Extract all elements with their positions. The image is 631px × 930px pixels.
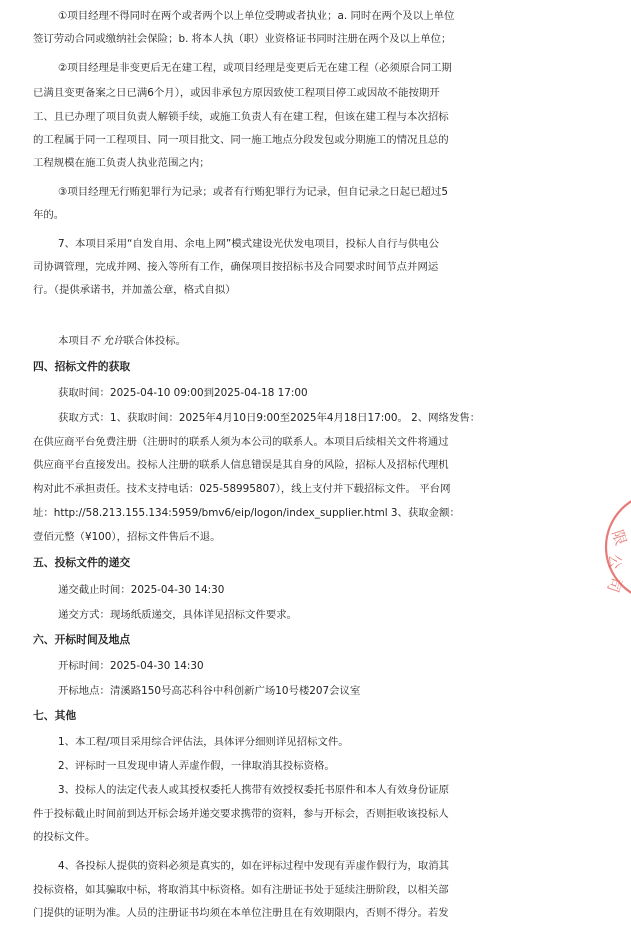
paragraph-line: 3、投标人的法定代表人或其授权委托人携带有效授权委托书原件和本人有效身份证原 <box>58 784 450 796</box>
paragraph-line: 获取方式：1、获取时间：2025年4月10日9:00至2025年4月18日17:00。 2、网络发售： <box>58 412 481 424</box>
seal-char: 限 <box>608 527 630 548</box>
paragraph-line: ②项目经理是非变更后无在建工程，或项目经理是变更后无在建工程（必须原合同工期 <box>58 62 452 74</box>
joint-bid-suffix: 联合体投标。 <box>123 335 186 347</box>
paragraph-line: 行。（提供承诺书，并加盖公章，格式自拟） <box>33 284 236 296</box>
joint-bid-prefix: 本项目 <box>58 335 90 347</box>
paragraph-line: 工程规模在施工负责人执业范围之内； <box>33 157 210 169</box>
seal-char: 公 <box>606 554 624 570</box>
section-heading-6: 六、开标时间及地点 <box>33 633 131 646</box>
paragraph-line: 签订劳动合同或缴纳社会保险；b. 将本人执（职）业资格证书同时注册在两个及以上单位； <box>33 33 452 45</box>
paragraph-line: 获取时间：2025-04-10 09:00到2025-04-18 17:00 <box>58 387 308 399</box>
paragraph-line: 递交方式：现场纸质递交，具体详见招标文件要求。 <box>58 609 297 621</box>
paragraph-line: 4、各投标人提供的资料必须是真实的，如在评标过程中发现有弄虚作假行为，取消其 <box>58 860 450 872</box>
paragraph-line: 壹佰元整（¥100），招标文件售后不退。 <box>33 531 221 543</box>
section-heading-7: 七、其他 <box>33 709 77 722</box>
paragraph-line: 投标资格，如其骗取中标，将取消其中标资格。如有注册证书处于延续注册阶段，以相关部 <box>33 884 449 896</box>
paragraph-line: 构对此不承担责任。技术支持电话：025-58995807），线上支付并下载招标文件。 平台网 <box>33 483 451 495</box>
paragraph-line: 工、且已办理了项目负责人解锁手续，或施工负责人有在建工程，但该在建工程与本次招标 <box>33 111 449 123</box>
paragraph-line: 的投标文件。 <box>33 831 96 843</box>
paragraph-line: 供应商平台直接发出。投标人注册的联系人信息错误是其自身的风险，招标人及招标代理机 <box>33 459 449 471</box>
paragraph-line: 递交截止时间：2025-04-30 14:30 <box>58 584 225 596</box>
section-heading-5: 五、投标文件的递交 <box>33 556 131 569</box>
paragraph-line: 司协调管理，完成并网、接入等所有工作，确保项目按招标书及合同要求时间节点并网运 <box>33 261 439 273</box>
paragraph-line: 开标时间：2025-04-30 14:30 <box>58 660 204 672</box>
paragraph-line: 件于投标截止时间前到达开标会场并递交要求携带的资料，参与开标会，否则拒收该投标人 <box>33 808 449 820</box>
paragraph-line: 1、本工程/项目采用综合评估法，具体评分细则详见招标文件。 <box>58 736 349 748</box>
section-heading-4: 四、招标文件的获取 <box>33 360 131 373</box>
paragraph-line: 门提供的证明为准。人员的注册证书均须在本单位注册且在有效期限内，否则不得分。若发 <box>33 907 449 919</box>
platform-url-line: 址：http://58.213.155.134:5959/bmv6/eip/logon/index_supplier.html 3、获取金额： <box>33 507 460 519</box>
paragraph-line: 年的。 <box>33 209 65 221</box>
paragraph-line: 在供应商平台免费注册（注册时的联系人须为本公司的联系人。本项目后续相关文件将通过 <box>33 436 449 448</box>
paragraph-line: 开标地点：清溪路150号高芯科谷中科创新广场10号楼207会议室 <box>58 685 361 697</box>
seal-char: 司 <box>603 574 626 595</box>
paragraph-line: 7、本项目采用“自发自用、余电上网”模式建设光伏发电项目，投标人自行与供电公 <box>58 238 440 250</box>
joint-bid-line <box>58 334 186 348</box>
paragraph-line: 2、评标时一旦发现申请人弄虚作假，一律取消其投标资格。 <box>58 760 335 772</box>
paragraph-line: ①项目经理不得同时在两个或者两个以上单位受聘或者执业；a. 同时在两个及以上单位 <box>58 10 455 22</box>
paragraph-line: 的工程属于同一工程项目、同一项目批文、同一施工地点分段发包或分期施工的情况且总的 <box>33 134 449 146</box>
paragraph-line: ③项目经理无行贿犯罪行为记录；或者有行贿犯罪行为记录，但自记录之日起已超过5 <box>58 186 448 198</box>
joint-bid-value: 不 允许 <box>89 335 124 347</box>
paragraph-line: 已满且变更备案之日已满6个月），或因非承包方原因致使工程项目停工或因故不能按期开 <box>33 87 440 99</box>
